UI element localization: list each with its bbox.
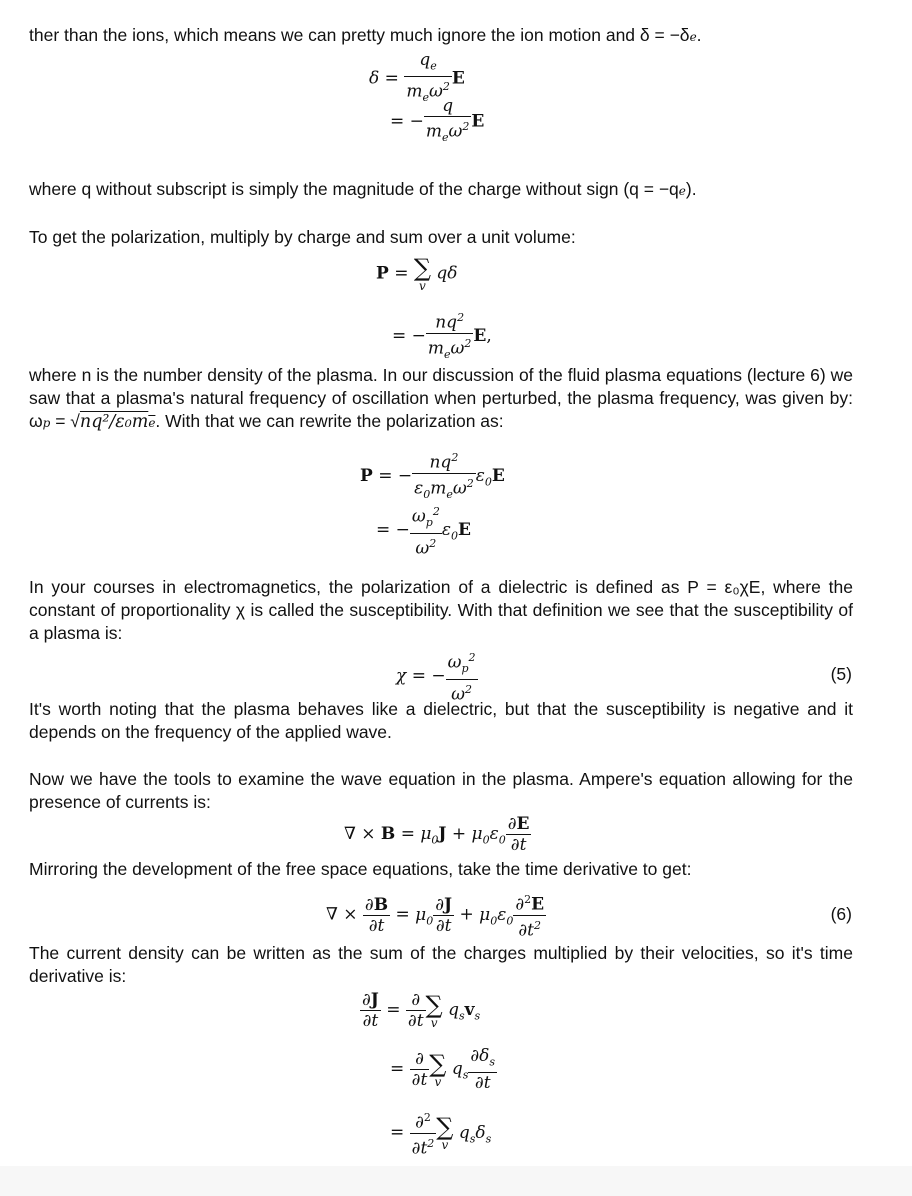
text-rewrite: With that we can rewrite the polarization as: [165, 411, 504, 431]
equation-time-derivative: ∇ × $\frac{\partial B}{\partial t}$ = $\mu_0$ $\frac{\partial J}{\partial t}$ + $\mu_0\varepsilon_0$ $\frac{\partial^2E}{\partial t^2}$ [326, 890, 546, 940]
equation-number-5: (5) [830, 664, 852, 684]
text-charge-note: where q without subscript is simply the magnitude of the charge without sign (q = −q [29, 179, 679, 199]
equation-polarization-2: = − $\frac{nq^2}{m_e\omega^2}$ E, [392, 308, 492, 365]
equation-susceptibility: χ = − $\frac{\omega_p^2}{\omega^2}$ [396, 648, 478, 705]
paragraph-polarization-intro: To get the polarization, multiply by charge and sum over a unit volume: [29, 227, 576, 247]
equation-current-density-2: = $\frac{\partial}{\partial t}$ ∑ v $q_s$ $\frac{\partial\delta_s}{\partial t}$ [390, 1046, 496, 1094]
paragraph-plasma-frequency: where n is the number density of the plasma. In our discussion of the fluid plasma equations (lecture 6) we saw that a plasma's natural frequency of oscillation when perturbed, the plasma frequency, was given by: ωp = √nq²/ε₀me. With that we can rewrite the polarization as: [29, 365, 853, 432]
paragraph-ampere: Now we have the tools to examine the wave equation in the plasma. Ampere's equation allowing for the presence of currents is: [29, 769, 853, 812]
text-intro: ther than the ions, which means we can pretty much ignore the ion motion and δ = −δ [29, 25, 690, 45]
equation-delta: δ = $\frac{q_e}{m_e\omega^2}$ E [369, 50, 465, 105]
paragraph-time-derivative: Mirroring the development of the free space equations, take the time derivative to get: [29, 859, 692, 879]
equation-current-density-3: = $\frac{\partial^2}{\partial t^2}$ ∑ v $q_s\delta_s$ [390, 1108, 491, 1158]
equation-polarization-rewrite-2: = − $\frac{\omega_p^2}{\omega^2}$ $\varepsilon_0E$ [376, 502, 471, 559]
text-plasma-frequency: where n is the number density of the plasma. In our discussion of the fluid plasma equations (lecture 6) we saw that a plasma's natural frequency of oscillation when perturbed, the plasma frequency, was given by: ω [29, 365, 853, 431]
paragraph-charge-note: where q without subscript is simply the magnitude of the charge without sign (q = −qe). [29, 179, 697, 199]
paragraph-intro: ther than the ions, which means we can pretty much ignore the ion motion and δ = −δe. [29, 25, 702, 45]
equation-number-6: (6) [830, 904, 852, 924]
equation-delta-2: = − $\frac{q}{m_e\omega^2}$ E [390, 96, 485, 145]
page-bottom-edge [0, 1166, 912, 1196]
paragraph-current-density: The current density can be written as the sum of the charges multiplied by their velocities, so it's time derivative is: [29, 943, 853, 986]
equation-polarization-sum: P = ∑ v qδ [376, 254, 458, 293]
paragraph-dielectric-note: It's worth noting that the plasma behaves like a dielectric, but that the susceptibility is negative and it depends on the frequency of the applied wave. [29, 699, 853, 742]
equation-current-density: $\frac{\partial J}{\partial t}$ = $\frac{\partial}{\partial t}$ ∑ v $q_sv_s$ [362, 990, 481, 1031]
equation-ampere: ∇ × $B = \mu_0J + \mu_0\varepsilon_0$ $\frac{\partial E}{\partial t}$ [344, 814, 530, 855]
equation-polarization-rewrite: P = − $\frac{nq^2}{\varepsilon_0m_e\omega^2}$ $\varepsilon_0E$ [360, 448, 505, 505]
paragraph-susceptibility: In your courses in electromagnetics, the polarization of a dielectric is defined as P = ε₀χE, where the constant of proportionality χ is called the susceptibility. With that definition we see that the susceptibility of a plasma is: [29, 577, 853, 643]
